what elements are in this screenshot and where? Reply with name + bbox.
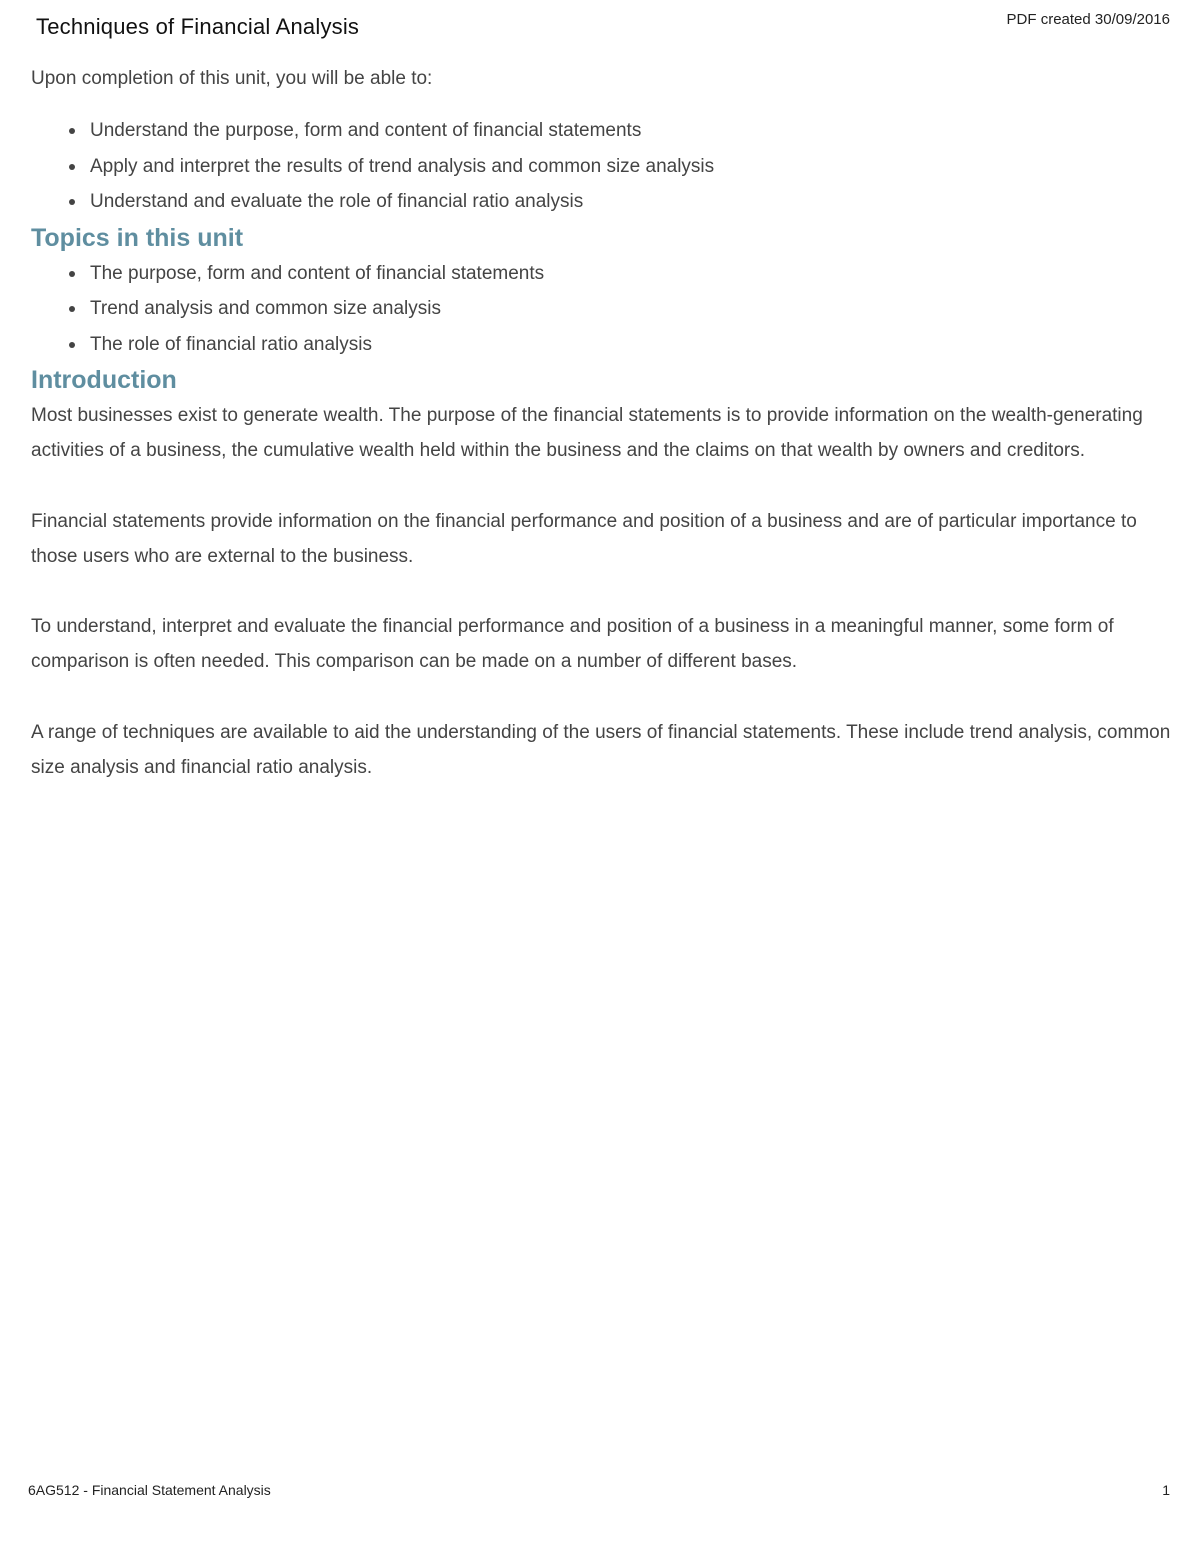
footer-page-number: 1 bbox=[1162, 1482, 1170, 1498]
footer-course-title: 6AG512 - Financial Statement Analysis bbox=[28, 1482, 271, 1498]
list-item: The purpose, form and content of financial statements bbox=[90, 256, 1171, 292]
introduction-heading: Introduction bbox=[31, 366, 177, 394]
objectives-list bbox=[31, 113, 1171, 220]
paragraph: Financial statements provide information on the financial performance and position of a business and are of particular importance to those users who are external to the business. bbox=[31, 510, 1137, 567]
list-item: Trend analysis and common size analysis bbox=[90, 291, 1171, 327]
list-item: Understand the purpose, form and content of financial statements bbox=[90, 113, 1171, 149]
paragraph: To understand, interpret and evaluate the financial performance and position of a business in a meaningful manner, some form of comparison is often needed. This comparison can be made on a number of different bases. bbox=[31, 616, 1114, 673]
list-item: Apply and interpret the results of trend analysis and common size analysis bbox=[90, 149, 1171, 185]
bullet-icon bbox=[69, 199, 75, 205]
page-title: Techniques of Financial Analysis bbox=[36, 14, 360, 39]
bullet-icon bbox=[69, 342, 75, 348]
pdf-created-date: PDF created 30/09/2016 bbox=[1006, 11, 1170, 28]
main-content bbox=[31, 63, 1171, 820]
list-item: The role of financial ratio analysis bbox=[90, 327, 1171, 363]
paragraph: Most businesses exist to generate wealth. The purpose of the financial statements is to provide information on the wealth-generating activities of a business, the cumulative wealth held within the business and the claims on that wealth by owners and creditors. bbox=[31, 405, 1143, 462]
bullet-icon bbox=[69, 164, 75, 170]
bullet-icon bbox=[69, 306, 75, 312]
list-item: Understand and evaluate the role of financial ratio analysis bbox=[90, 184, 1171, 220]
paragraph: A range of techniques are available to aid the understanding of the users of financial statements. These include trend analysis, common size analysis and financial ratio analysis. bbox=[31, 721, 1171, 779]
objectives-intro: Upon completion of this unit, you will be able to: bbox=[31, 68, 433, 89]
topics-list bbox=[31, 256, 1171, 363]
bullet-icon bbox=[69, 271, 75, 277]
bullet-icon bbox=[69, 128, 75, 134]
topics-heading: Topics in this unit bbox=[31, 223, 244, 252]
